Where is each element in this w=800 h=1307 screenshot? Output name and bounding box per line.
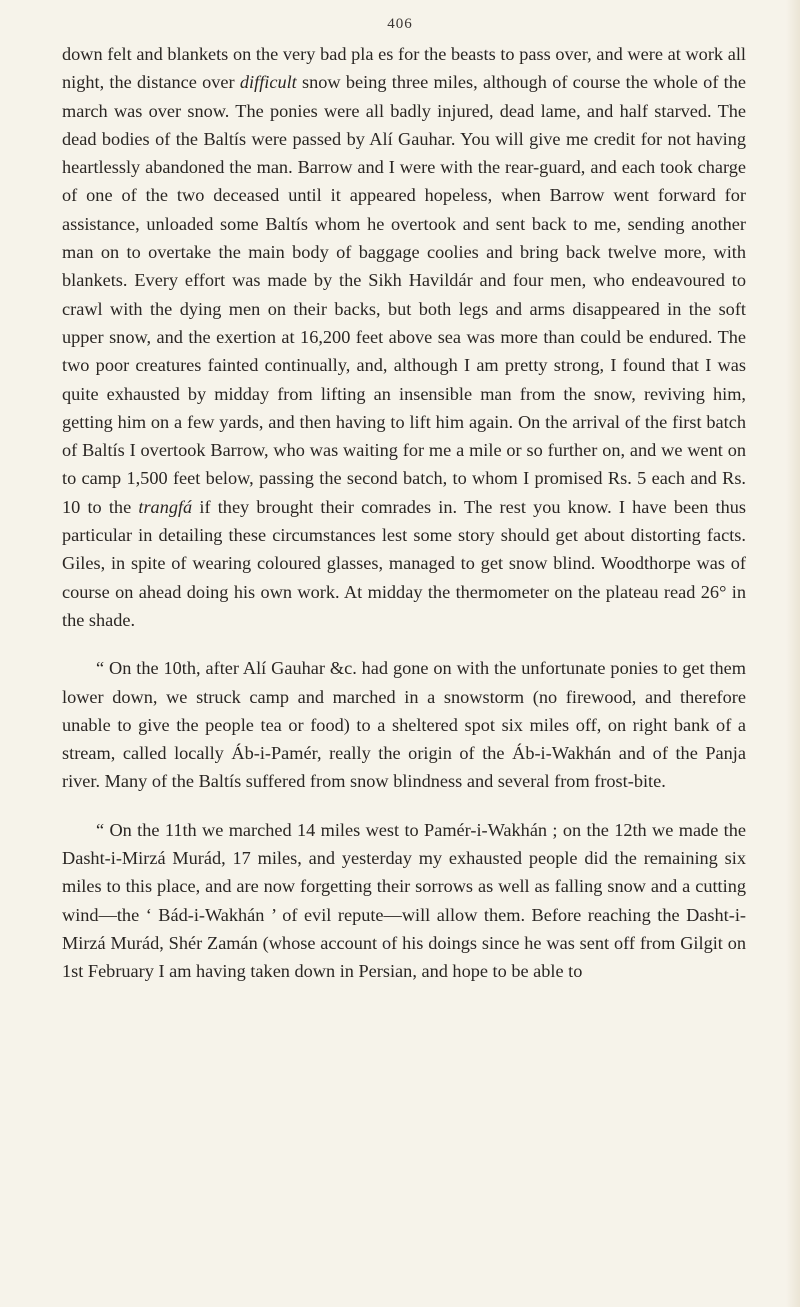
italic-word: trangfá — [138, 496, 193, 517]
paragraph-11th: “ On the 11th we marched 14 miles west to Pamér-i-Wakhán ; on the 12th we made the Dasht-i-Mirzá Murád, 17 miles, and yesterday my exhausted people did the remaining six miles to this place, and are now forgetting their sorrows as well as falling snow and a cutting wind—the ‘ Bád-i-Wakhán ’ of evil repute—will allow them. Before reaching the Dasht-i-Mirzá Murád, Shér Zamán (whose account of his doings since he was sent off from Gilgit on 1st February I am having taken down in Persian, and hope to be able to — [62, 819, 746, 982]
italic-word: difficult — [239, 72, 297, 93]
page-edge-shadow — [786, 0, 800, 1307]
page-number: 406 — [387, 16, 413, 32]
page-body — [62, 40, 746, 986]
paragraph-continued — [62, 40, 746, 634]
paragraph-text: snow being three miles, although of course the whole of the march was over snow. The ponies were all badly injured, dead lame, and half starved. The dead bodies of the Baltís were passed by Alí Gauhar. You will give me credit for not having heartlessly abandoned the man. Barrow and I were with the rear-guard, and each took charge of one of the two deceased until it appeared hopeless, when Barrow went forward for assistance, unloaded some Baltís whom he overtook and sent back to me, sending another man on to overtake the main body of baggage coolies and bring back twelve more, with blankets. Every effort was made by the Sikh Havildár and four men, who endeavoured to crawl with the dying men on their backs, but both legs and arms disappeared in the soft upper snow, and the exertion at 16,200 feet above sea was more than could be endured. The two poor creatures fainted continually, and, although I am pretty strong, I found that I was quite exhausted by midday from lifting an insensible man from the snow, reviving him, getting him on a few yards, and then having to lift him again. On the arrival of the first batch of Baltís I overtook Barrow, who was waiting for me a mile or so further on, and we went on to camp 1,500 feet below, passing the second batch, to whom I promised Rs. 5 each and Rs. 10 to the — [62, 72, 746, 517]
paragraph-text: if they brought their comrades in. The rest you know. I have been thus particular in detailing these circumstances lest some story should get about distorting facts. Giles, in spite of wearing coloured glasses, managed to get snow blind. Woodthorpe was of course on ahead doing his own work. At midday the thermometer on the plateau read 26° in the shade. — [62, 496, 746, 630]
paragraph-10th: “ On the 10th, after Alí Gauhar &c. had gone on with the unfortunate ponies to get them lower down, we struck camp and marched in a snowstorm (no firewood, and therefore unable to give the people tea or food) to a sheltered spot six miles off, on right bank of a stream, called locally Áb-i-Pamér, really the origin of the Áb-i-Wakhán and of the Panja river. Many of the Baltís suffered from snow blindness and several from frost-bite. — [62, 658, 746, 792]
paragraph-text: down felt and blankets on the very bad pla es for the beasts to pass over, and were at work all night, the distance over — [62, 44, 746, 93]
